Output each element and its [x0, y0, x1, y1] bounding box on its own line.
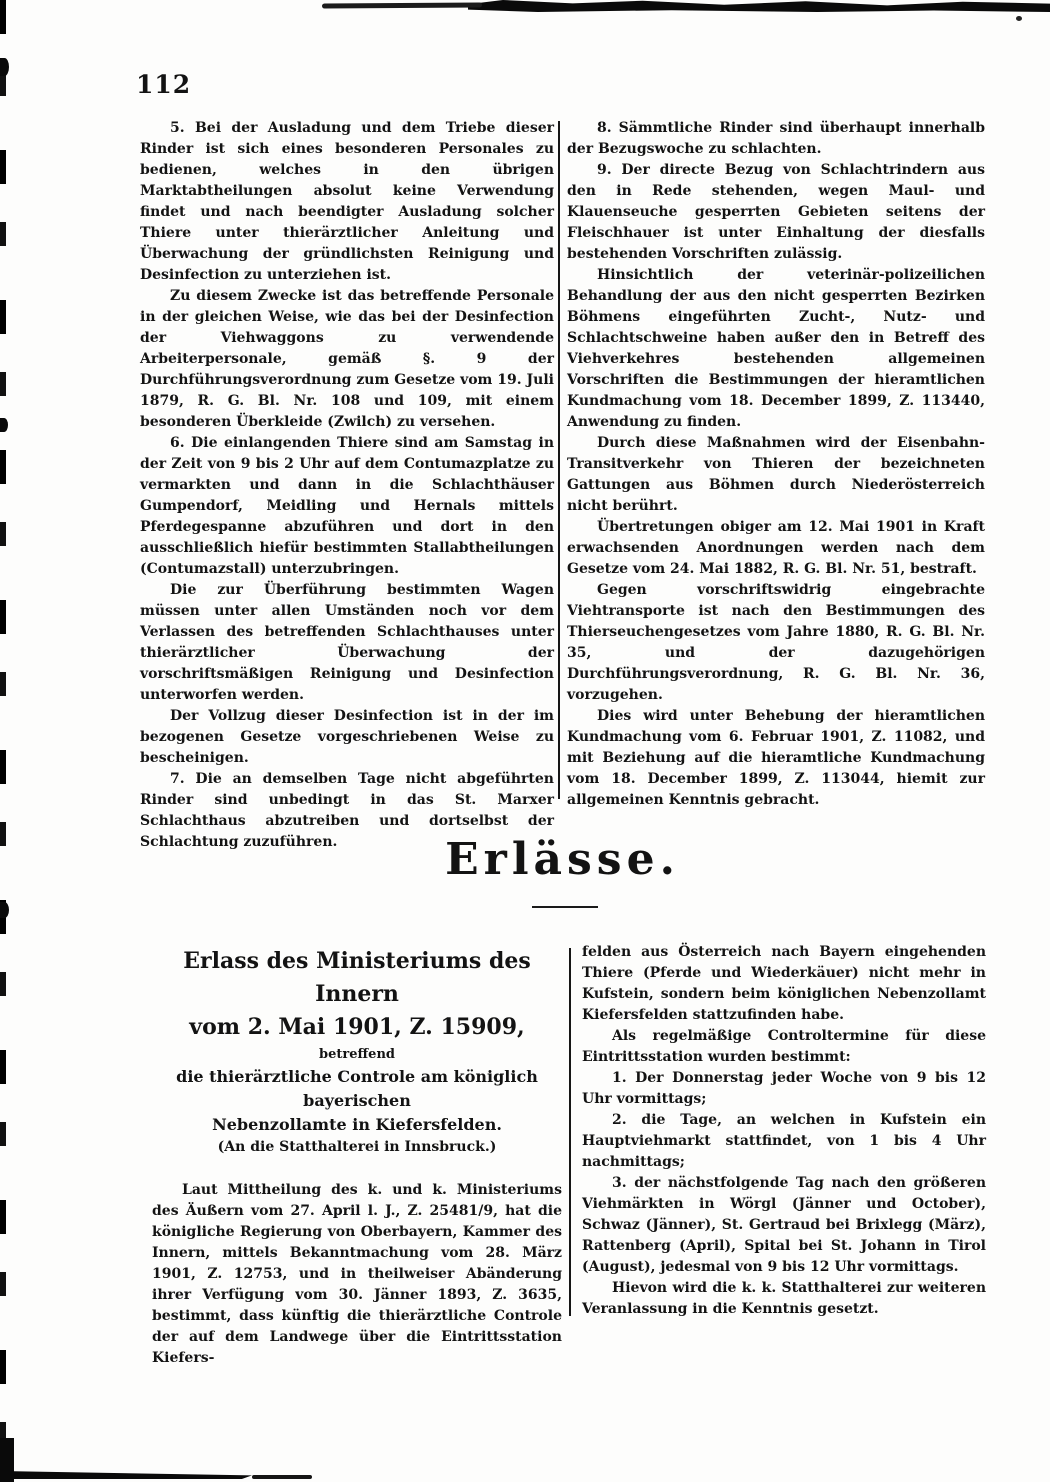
- decree-title-line2: vom 2. Mai 1901, Z. 15909,: [189, 1014, 525, 1040]
- paragraph: 5. Bei der Ausladung und dem Triebe dieser Rinder ist sich eines besonderen Personales zu bedienen, welches in den übrigen Marktabtheilungen absolut keine Verwendung findet und nach beendigter Ausladung solcher Thiere unter thierärztlicher Anleitung und Überwachung der gründlichsten Reinigung und Desinfection zu unterziehen ist.: [140, 120, 554, 283]
- paragraph: 9. Der directe Bezug von Schlachtrindern aus den in Rede stehenden, wegen Maul- und Klauenseuche gesperrten Gebieten seitens der Fleischhauer ist unter Einhaltung der diesfalls bestehenden Vorschriften zulässig.: [567, 162, 985, 262]
- column-divider: [558, 121, 560, 799]
- scan-artifact-bottom-band: [0, 1471, 252, 1479]
- paragraph: Dies wird unter Behebung der hieramtlichen Kundmachung vom 6. Februar 1901, Z. 11082, und mit Beziehung auf die hieramtliche Kundmachung vom 18. December 1899, Z. 113044, hiemit zur allgemeinen Kenntnis gebracht.: [567, 708, 985, 808]
- scan-artifact-top-tail: [322, 2, 482, 8]
- section2-left-column: [152, 945, 562, 1369]
- paragraph: Zu diesem Zwecke ist das betreffende Personale in der gleichen Weise, wie das bei der Desinfection der Viehwaggons zu verwendende Arbeiterpersonale, gemäß §. 9 der Durchführungsverordnung zum Gesetze vom 19. Juli 1879, R. G. Bl. Nr. 108 und 109, mit einem besonderen Überkleide (Zwilch) zu versehen.: [140, 288, 554, 430]
- scan-artifact-left-edge: [0, 0, 6, 1482]
- paragraph: Als regelmäßige Controltermine für diese Eintrittsstation wurden bestimmt:: [582, 1028, 986, 1065]
- column-divider: [569, 948, 571, 1316]
- decree-subject-line1: die thierärztliche Controle am königlich bayerischen: [176, 1067, 538, 1110]
- scan-artifact-dot: [1016, 16, 1022, 21]
- paragraph: Laut Mittheilung des k. und k. Ministeriums des Äußern vom 27. April l. J., Z. 25481/9, hat die königliche Regierung von Oberbayern, Kammer des Innern, mittels Bekanntmachung vom 28. März 1901, Z. 12753, und in theilweiser Abänderung ihrer Verfügung vom 30. Jänner 1893, Z. 3635, bestimmt, dass künftig die thierärztliche Controle der auf dem Landwege über die Eintrittsstation Kiefers-: [152, 1182, 562, 1366]
- section1-left-column: [140, 118, 554, 853]
- betreffend-label: betreffend: [319, 1047, 395, 1062]
- page-number: 112: [136, 70, 192, 99]
- scan-artifact-blob: [0, 58, 9, 76]
- paragraph: 1. Der Donnerstag jeder Woche von 9 bis 12 Uhr vormittags;: [582, 1070, 986, 1107]
- decree-subject-line2: Nebenzollamte in Kiefersfelden.: [212, 1115, 502, 1134]
- paragraph: felden aus Österreich nach Bayern eingehenden Thiere (Pferde und Wiederkäuer) nicht mehr in Kufstein, sondern beim königlichen Nebenzollamt Kiefersfelden stattzufinden habe.: [582, 944, 986, 1023]
- paragraph: Durch diese Maßnahmen wird der Eisenbahn-Transitverkehr von Thieren der bezeichneten Gattungen aus Böhmen durch Niederösterreich nicht berührt.: [567, 435, 985, 514]
- section1-right-column: [567, 118, 985, 811]
- paragraph: Der Vollzug dieser Desinfection ist in der im bezogenen Gesetze vorgeschriebenen Weise zu bescheinigen.: [140, 708, 554, 766]
- paragraph: Hievon wird die k. k. Statthalterei zur weiteren Veranlassung in die Kenntnis gesetzt.: [582, 1280, 986, 1317]
- paragraph: Gegen vorschriftswidrig eingebrachte Viehtransporte ist nach den Bestimmungen des Thierseuchengesetzes vom Jahre 1880, R. G. Bl. Nr. 35, und der dazugehörigen Durchführungsverordnung, R. G. Bl. Nr. 36, vorzugehen.: [567, 582, 985, 703]
- scan-artifact-blob: [0, 418, 8, 432]
- paragraph: 7. Die an demselben Tage nicht abgeführten Rinder sind unbedingt in das St. Marxer Schlachthaus abzutreiben und dortselbst der Schlachtung zuzuführen.: [140, 771, 554, 850]
- section2-left-body: [152, 1180, 562, 1369]
- heading-rule: [532, 906, 598, 908]
- section-heading: Erlässe.: [445, 834, 680, 885]
- scan-artifact-blob: [0, 902, 9, 918]
- scan-artifact-top-fuzz: [210, 9, 1050, 12]
- paragraph: Hinsichtlich der veterinär-polizeilichen Behandlung der aus den nicht gesperrten Bezirken Böhmens eingeführten Zucht-, Nutz- und Schlachtschweine haben außer den in Betreff des Viehverkehres bestehenden allgemeinen Vorschriften die Bestimmungen der hieramtlichen Kundmachung vom 18. December 1899, Z. 113440, Anwendung zu finden.: [567, 267, 985, 430]
- decree-address: (An die Statthalterei in Innsbruck.): [217, 1139, 497, 1155]
- section2-right-column: [582, 942, 986, 1320]
- paragraph: 2. die Tage, an welchen in Kufstein ein Hauptviehmarkt stattfindet, von 1 bis 4 Uhr nachmittags;: [582, 1112, 986, 1170]
- paragraph: Die zur Überführung bestimmten Wagen müssen unter allen Umständen noch vor dem Verlassen des betreffenden Schlachthauses unter thierärztlicher Überwachung der vorschriftsmäßigen Reinigung und Desinfection unterworfen werden.: [140, 582, 554, 703]
- paragraph: 6. Die einlangenden Thiere sind am Samstag in der Zeit von 9 bis 2 Uhr auf dem Contumazplatze zu vermarkten und dann in die Schlachthäuser Gumpendorf, Meidling und Hernals mittels Pferdegespanne abzuführen und dort in den ausschließlich hiefür bestimmten Stallabtheilungen (Contumazstall) unterzubringen.: [140, 435, 554, 577]
- paragraph: 8. Sämmtliche Rinder sind überhaupt innerhalb der Bezugswoche zu schlachten.: [567, 120, 985, 157]
- decree-title-line1: Erlass des Ministeriums des Innern: [183, 948, 531, 1007]
- paragraph: Übertretungen obiger am 12. Mai 1901 in Kraft erwachsenden Anordnungen werden nach dem Gesetze vom 24. Mai 1882, R. G. Bl. Nr. 51, bestraft.: [567, 519, 985, 577]
- scan-artifact-bottom-tail: [252, 1475, 312, 1479]
- paragraph: 3. der nächstfolgende Tag nach den größeren Viehmärkten in Wörgl (Jänner und October), Schwaz (Jänner), St. Gertraud bei Brixlegg (März), Rattenberg (April), Spital bei St. Johann in Tirol (August), jedesmal von 9 bis 12 Uhr vormittags.: [582, 1175, 986, 1275]
